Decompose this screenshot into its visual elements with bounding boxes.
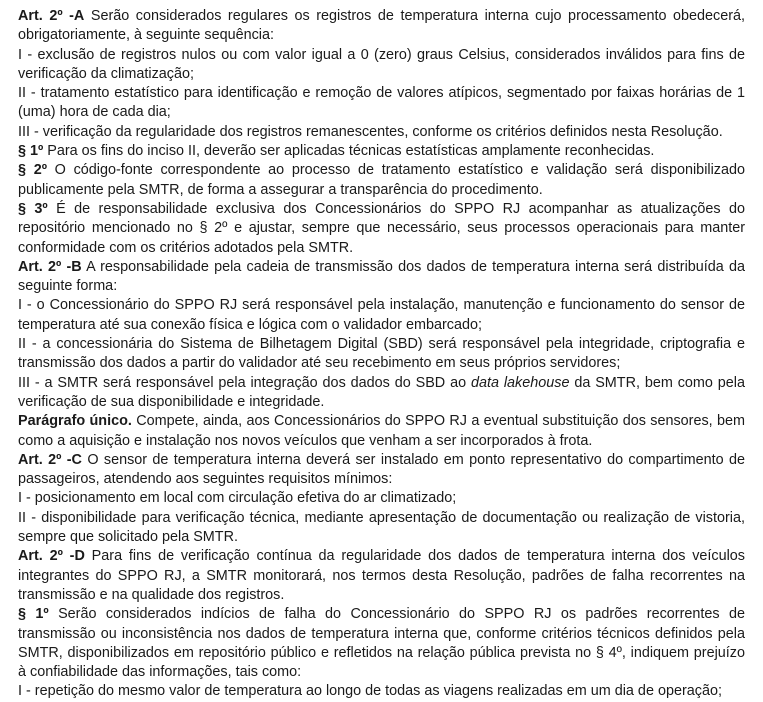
paragraph-text: II - tratamento estatístico para identificação e remoção de valores atípicos, segmentado por faixas horárias de 1 (uma) hora de cada dia; bbox=[18, 85, 745, 121]
paragraph bbox=[18, 509, 745, 548]
paragraph-heading: Art. 2º -A bbox=[18, 8, 85, 24]
paragraph bbox=[18, 161, 745, 200]
paragraph-text: da SMTR, bem como pela verificação de sua disponibilidade e integridade. bbox=[18, 374, 745, 410]
paragraph-text: I - o Concessionário do SPPO RJ será responsável pela instalação, manutenção e funcionamento do sensor de temperatura até sua conexão física e lógica com o validador embarcado; bbox=[18, 297, 745, 333]
paragraph bbox=[18, 489, 745, 508]
paragraph-text: Para fins de verificação contínua da regularidade dos dados de temperatura interna dos veículos integrantes do SPPO RJ, a SMTR monitorará, nos termos desta Resolução, padrões de falha recorrentes na transmissão e na qualidade dos registros. bbox=[18, 548, 745, 603]
paragraph bbox=[18, 142, 745, 161]
paragraph-heading: Parágrafo único. bbox=[18, 413, 132, 430]
paragraph-heading: Art. 2º -C bbox=[18, 451, 82, 468]
paragraph-text: II - disponibilidade para verificação técnica, mediante apresentação de documentação ou realização de vistoria, sempre que solicitado pela SMTR. bbox=[18, 509, 745, 546]
paragraph bbox=[18, 84, 745, 123]
paragraph-text: O código-fonte correspondente ao processo de tratamento estatístico e validação será disponibilizado publicamente pela SMTR, de forma a assegurar a transparência do procedimento. bbox=[18, 162, 745, 198]
paragraph bbox=[18, 7, 745, 46]
paragraph-text: I - repetição do mesmo valor de temperatura ao longo de todas as viagens realizadas em um dia de operação; bbox=[18, 683, 722, 700]
paragraph bbox=[18, 258, 745, 297]
paragraph bbox=[18, 296, 745, 335]
paragraph-text: Serão considerados regulares os registros de temperatura interna cujo processamento obedecerá, obrigatoriamente, à seguinte sequência: bbox=[18, 8, 745, 44]
paragraph bbox=[18, 374, 745, 413]
paragraph bbox=[18, 200, 745, 258]
paragraph-heading: § 1º bbox=[18, 143, 44, 160]
paragraph-text: I - posicionamento em local com circulação efetiva do ar climatizado; bbox=[18, 490, 457, 507]
paragraph bbox=[18, 412, 745, 451]
paragraph-italic-text: data lakehouse bbox=[470, 374, 570, 391]
paragraph-heading: Art. 2º -B bbox=[18, 258, 82, 275]
paragraph-text: III - a SMTR será responsável pela integração dos dados do SBD ao bbox=[18, 374, 471, 391]
paragraph bbox=[18, 605, 745, 682]
paragraph-text: I - exclusão de registros nulos ou com valor igual a 0 (zero) graus Celsius, considerados inválidos para fins de verificação da climatização; bbox=[18, 46, 745, 82]
paragraph-text: É de responsabilidade exclusiva dos Concessionários do SPPO RJ acompanhar as atualizações do repositório mencionado no § 2º e ajustar, sempre que necessário, seus processos operacionais para manter conformidade com os critérios adotados pela SMTR. bbox=[18, 200, 746, 256]
paragraph bbox=[18, 451, 745, 490]
paragraph bbox=[18, 682, 745, 701]
document-body bbox=[18, 7, 745, 702]
paragraph-text: A responsabilidade pela cadeia de transmissão dos dados de temperatura interna será distribuída da seguinte forma: bbox=[18, 258, 745, 295]
paragraph bbox=[18, 46, 745, 85]
paragraph-text: II - a concessionária do Sistema de Bilhetagem Digital (SBD) será responsável pela integridade, criptografia e transmissão dos dados a partir do validador até seu recebimento em seus próprios servidores; bbox=[18, 336, 745, 372]
paragraph-text: III - verificação da regularidade dos registros remanescentes, conforme os critérios definidos nesta Resolução. bbox=[18, 123, 723, 140]
paragraph-heading: § 3º bbox=[18, 200, 48, 217]
paragraph bbox=[18, 335, 745, 374]
paragraph-heading: § 1º bbox=[18, 606, 49, 623]
paragraph-text: Serão considerados indícios de falha do Concessionário do SPPO RJ os padrões recorrentes de transmissão ou inconsistência nos dados de temperatura interna que, conforme critérios técnicos definidos pela SMTR, disponibilizados em repositório público e refletidos na relação pública prevista no § 4º, indiquem prejuízo à confiabilidade das informações, tais como: bbox=[18, 606, 745, 681]
paragraph-heading: § 2º bbox=[18, 162, 47, 179]
paragraph bbox=[18, 547, 745, 605]
paragraph bbox=[18, 123, 745, 142]
paragraph-text: Compete, ainda, aos Concessionários do SPPO RJ a eventual substituição dos sensores, bem como a aquisição e instalação nos novos veículos que venham a ser incorporados à frota. bbox=[18, 413, 745, 449]
paragraph-text: Para os fins do inciso II, deverão ser aplicadas técnicas estatísticas amplamente reconhecidas. bbox=[43, 143, 655, 160]
paragraph-text: O sensor de temperatura interna deverá ser instalado em ponto representativo do compartimento de passageiros, atendendo aos seguintes requisitos mínimos: bbox=[18, 451, 745, 488]
paragraph-heading: Art. 2º -D bbox=[18, 548, 85, 565]
